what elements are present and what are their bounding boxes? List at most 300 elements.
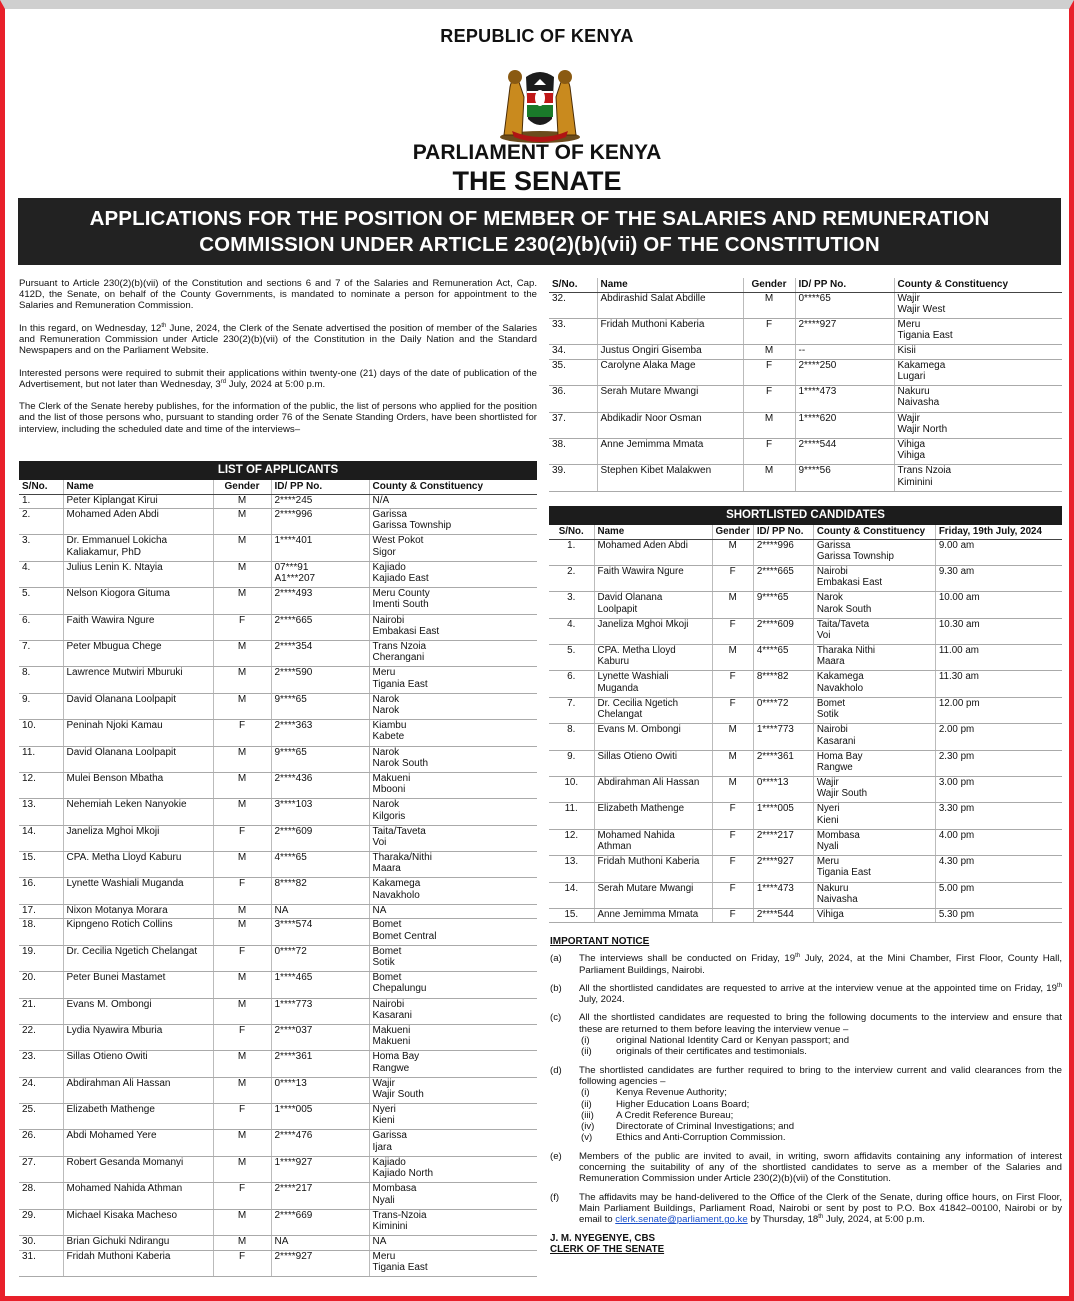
table-cell: 2****037 bbox=[271, 1024, 369, 1050]
table-cell: F bbox=[213, 1183, 271, 1209]
table-cell: 7. bbox=[549, 697, 594, 723]
table-cell: CPA. Metha Lloyd Kaburu bbox=[63, 852, 213, 878]
table-cell: Nakuru Naivasha bbox=[813, 882, 935, 908]
table-cell: Serah Mutare Mwangi bbox=[597, 386, 743, 412]
section-title: LIST OF APPLICANTS bbox=[19, 461, 537, 480]
column-header: Gender bbox=[712, 525, 753, 539]
table-cell: M bbox=[213, 561, 271, 587]
table-cell: Wajir Wajir South bbox=[813, 777, 935, 803]
list-item: (iii) A Credit Reference Bureau; bbox=[581, 1109, 734, 1121]
column-header: County & Constituency bbox=[813, 525, 935, 539]
table-cell: Narok Kilgoris bbox=[369, 799, 537, 825]
table-cell: Nairobi Kasarani bbox=[369, 998, 537, 1024]
table-cell: 10.00 am bbox=[935, 592, 1062, 618]
table-cell: 6. bbox=[549, 671, 594, 697]
table-cell: Meru Tigania East bbox=[894, 318, 1062, 344]
table-cell: F bbox=[743, 359, 795, 385]
table-cell: Evans M. Ombongi bbox=[594, 724, 712, 750]
table-cell: 5. bbox=[19, 588, 63, 614]
table-row bbox=[19, 1209, 537, 1235]
table-cell: M bbox=[213, 588, 271, 614]
table-row bbox=[549, 645, 1062, 671]
list-item: (ii) originals of their certificates and testimonials. bbox=[581, 1046, 807, 1058]
table-cell: 3. bbox=[19, 535, 63, 561]
table-cell: 0****65 bbox=[795, 292, 894, 318]
table-cell: M bbox=[213, 1130, 271, 1156]
table-cell: Mohamed Aden Abdi bbox=[63, 509, 213, 535]
table-cell: Kajiado Kajiado East bbox=[369, 561, 537, 587]
table-cell: Elizabeth Mathenge bbox=[594, 803, 712, 829]
table-cell: Taita/Taveta Voi bbox=[813, 618, 935, 644]
table-row bbox=[549, 539, 1062, 565]
column-header: Name bbox=[594, 525, 712, 539]
table-cell: 4****65 bbox=[271, 852, 369, 878]
table-cell: Narok Narok South bbox=[369, 746, 537, 772]
senate-heading: THE SENATE bbox=[452, 166, 622, 196]
intro-paragraph-2: In this regard, on Wednesday, 12th June, 2024, the Clerk of the Senate advertised the position of member of the Salaries and Remuneration Commission under Article 230(2)(b)(vii) of the Constitution in the Daily Nation and the Standard Newspapers and on the Parliament Website. bbox=[19, 322, 537, 357]
coat-of-arms-icon bbox=[490, 57, 590, 145]
table-cell: Wajir Wajir South bbox=[369, 1077, 537, 1103]
table-cell: 15. bbox=[19, 852, 63, 878]
table-cell: 1****465 bbox=[271, 972, 369, 998]
table-cell: 2****927 bbox=[753, 856, 813, 882]
table-cell: 3.30 pm bbox=[935, 803, 1062, 829]
table-cell: Vihiga bbox=[813, 908, 935, 923]
table-cell: Bomet Sotik bbox=[813, 697, 935, 723]
table-cell: 15. bbox=[549, 908, 594, 923]
notice-item-c: (c) All the shortlisted candidates are requested to bring the following documents to the interview and ensure that these are returned to them before leaving the interview venue – (i) original National Identity Card or Kenyan passport; and (ii) originals of their certificates and testimonials. bbox=[550, 1012, 1062, 1058]
title-banner bbox=[18, 198, 1061, 265]
table-cell: 2****996 bbox=[753, 539, 813, 565]
table-cell: Lynette Washiali Muganda bbox=[63, 878, 213, 904]
applicants-table bbox=[19, 480, 537, 1277]
table-row bbox=[19, 535, 537, 561]
table-cell: 25. bbox=[19, 1104, 63, 1130]
table-cell: Bomet Sotik bbox=[369, 945, 537, 971]
table-cell: M bbox=[712, 724, 753, 750]
table-cell: 2****927 bbox=[795, 318, 894, 344]
table-cell: Kakamega Navakholo bbox=[813, 671, 935, 697]
table-cell: Dr. Cecilia Ngetich Chelangat bbox=[63, 945, 213, 971]
signatory-title: CLERK OF THE SENATE bbox=[550, 1243, 665, 1255]
table-cell: Lawrence Mutwiri Mburuki bbox=[63, 667, 213, 693]
table-cell: 4. bbox=[19, 561, 63, 587]
table-cell: CPA. Metha Lloyd Kaburu bbox=[594, 645, 712, 671]
table-cell: 2****354 bbox=[271, 640, 369, 666]
table-row bbox=[19, 972, 537, 998]
table-cell: Wajir Wajir North bbox=[894, 412, 1062, 438]
table-row bbox=[19, 509, 537, 535]
table-cell: 2****544 bbox=[753, 908, 813, 923]
table-row bbox=[549, 908, 1062, 923]
table-cell: F bbox=[712, 565, 753, 591]
column-header: County & Constituency bbox=[894, 278, 1062, 292]
table-cell: 2****609 bbox=[271, 825, 369, 851]
table-cell: 18. bbox=[19, 919, 63, 945]
table-cell: Bomet Chepalungu bbox=[369, 972, 537, 998]
table-cell: 1****005 bbox=[271, 1104, 369, 1130]
table-cell: F bbox=[213, 878, 271, 904]
intro-paragraph-4: The Clerk of the Senate hereby publishes, for the information of the public, the list of persons who applied for the position and the list of those persons who, pursuant to standing order 76 of the Senate Standing Orders, have been shortlisted for interview, including the scheduled date and time of the interviews– bbox=[19, 401, 537, 435]
table-row bbox=[549, 618, 1062, 644]
table-cell: West Pokot Sigor bbox=[369, 535, 537, 561]
table-cell: 1****620 bbox=[795, 412, 894, 438]
table-cell: 38. bbox=[549, 438, 597, 464]
table-cell: F bbox=[743, 438, 795, 464]
table-cell: 14. bbox=[549, 882, 594, 908]
table-cell: M bbox=[213, 509, 271, 535]
table-cell: 9. bbox=[19, 693, 63, 719]
table-row bbox=[19, 1051, 537, 1077]
table-cell: 0****13 bbox=[753, 777, 813, 803]
list-of-applicants bbox=[19, 461, 537, 1277]
table-cell: Mombasa Nyali bbox=[813, 829, 935, 855]
table-cell: 9****65 bbox=[271, 746, 369, 772]
table-cell: F bbox=[712, 908, 753, 923]
table-row bbox=[549, 777, 1062, 803]
table-cell: 2****590 bbox=[271, 667, 369, 693]
table-cell: F bbox=[712, 856, 753, 882]
table-cell: Serah Mutare Mwangi bbox=[594, 882, 712, 908]
table-header-row bbox=[549, 525, 1062, 539]
table-cell: 16. bbox=[19, 878, 63, 904]
table-cell: M bbox=[743, 345, 795, 360]
table-cell: F bbox=[712, 618, 753, 644]
table-row bbox=[549, 750, 1062, 776]
table-cell: 2****544 bbox=[795, 438, 894, 464]
table-cell: 13. bbox=[19, 799, 63, 825]
table-cell: M bbox=[213, 904, 271, 919]
column-header: ID/ PP No. bbox=[753, 525, 813, 539]
table-cell: M bbox=[213, 998, 271, 1024]
table-cell: 2****493 bbox=[271, 588, 369, 614]
table-row bbox=[549, 592, 1062, 618]
table-cell: 2****996 bbox=[271, 509, 369, 535]
table-cell: David Olanana Loolpapit bbox=[63, 693, 213, 719]
table-cell: Nyeri Kieni bbox=[369, 1104, 537, 1130]
table-row bbox=[19, 561, 537, 587]
table-cell: Makueni Makueni bbox=[369, 1024, 537, 1050]
table-cell: 2****245 bbox=[271, 494, 369, 509]
table-cell: Narok Narok South bbox=[813, 592, 935, 618]
list-item: (iv) Directorate of Criminal Investigations; and bbox=[581, 1121, 795, 1133]
table-cell: M bbox=[213, 693, 271, 719]
table-cell: 2****665 bbox=[271, 614, 369, 640]
table-cell: 1. bbox=[19, 494, 63, 509]
table-cell: Faith Wawira Ngure bbox=[594, 565, 712, 591]
table-cell: F bbox=[712, 671, 753, 697]
table-cell: Nixon Motanya Morara bbox=[63, 904, 213, 919]
table-cell: 36. bbox=[549, 386, 597, 412]
column-header: Friday, 19th July, 2024 bbox=[935, 525, 1062, 539]
list-item: (i) Kenya Revenue Authority; bbox=[581, 1087, 727, 1099]
table-cell: M bbox=[712, 750, 753, 776]
table-row bbox=[549, 359, 1062, 385]
table-cell: 1****927 bbox=[271, 1156, 369, 1182]
table-cell: 6. bbox=[19, 614, 63, 640]
table-cell: 9****65 bbox=[753, 592, 813, 618]
table-row bbox=[19, 614, 537, 640]
table-cell: 2****363 bbox=[271, 720, 369, 746]
table-cell: Sillas Otieno Owiti bbox=[594, 750, 712, 776]
table-cell: Anne Jemimma Mmata bbox=[597, 438, 743, 464]
table-cell: F bbox=[213, 945, 271, 971]
column-header: Gender bbox=[743, 278, 795, 292]
table-cell: Peter Mbugua Chege bbox=[63, 640, 213, 666]
table-cell: NA bbox=[271, 1236, 369, 1251]
table-cell: Peter Bunei Mastamet bbox=[63, 972, 213, 998]
table-cell: 1****473 bbox=[753, 882, 813, 908]
table-cell: M bbox=[213, 746, 271, 772]
notice-item-d: (d) The shortlisted candidates are further required to bring to the interview current and valid clearances from the following agencies – (i) Kenya Revenue Authority; (ii) Higher Education Loans Board; (iii) A Credit Reference Bureau; (iv) Directorate of Criminal Investigations; and (v) Ethics and Anti-Corruption Commission. bbox=[550, 1064, 1062, 1144]
notice-title: IMPORTANT NOTICE bbox=[550, 936, 650, 947]
table-cell: M bbox=[743, 292, 795, 318]
table-cell: Justus Ongiri Gisemba bbox=[597, 345, 743, 360]
table-cell: Abdirahman Ali Hassan bbox=[63, 1077, 213, 1103]
table-row bbox=[549, 438, 1062, 464]
table-cell: Nyeri Kieni bbox=[813, 803, 935, 829]
table-row bbox=[19, 1183, 537, 1209]
table-cell: 11.30 am bbox=[935, 671, 1062, 697]
republic-heading: REPUBLIC OF KENYA bbox=[440, 26, 634, 46]
table-header-row bbox=[549, 278, 1062, 292]
table-cell: F bbox=[712, 803, 753, 829]
table-cell: 10. bbox=[19, 720, 63, 746]
parliament-heading: PARLIAMENT OF KENYA bbox=[412, 141, 662, 164]
table-row bbox=[19, 852, 537, 878]
table-row bbox=[19, 825, 537, 851]
table-cell: 0****13 bbox=[271, 1077, 369, 1103]
table-cell: David Olanana Loolpapit bbox=[63, 746, 213, 772]
table-cell: Dr. Emmanuel Lokicha Kaliakamur, PhD bbox=[63, 535, 213, 561]
table-cell: 9****56 bbox=[795, 465, 894, 491]
table-cell: 2****665 bbox=[753, 565, 813, 591]
table-cell: 2. bbox=[19, 509, 63, 535]
table-cell: Kakamega Lugari bbox=[894, 359, 1062, 385]
table-cell: Peninah Njoki Kamau bbox=[63, 720, 213, 746]
table-cell: Mohamed Nahida Athman bbox=[63, 1183, 213, 1209]
table-cell: M bbox=[213, 1236, 271, 1251]
table-cell: 1****773 bbox=[753, 724, 813, 750]
table-cell: Trans Nzoia Cherangani bbox=[369, 640, 537, 666]
table-cell: Abdirashid Salat Abdille bbox=[597, 292, 743, 318]
table-row bbox=[19, 919, 537, 945]
table-row bbox=[19, 494, 537, 509]
table-cell: M bbox=[213, 1156, 271, 1182]
table-cell: 1****773 bbox=[271, 998, 369, 1024]
table-cell: M bbox=[743, 412, 795, 438]
advert-page bbox=[5, 9, 1069, 1296]
table-cell: NA bbox=[369, 904, 537, 919]
table-cell: 24. bbox=[19, 1077, 63, 1103]
list-item: (i) original National Identity Card or Kenyan passport; and bbox=[581, 1035, 850, 1047]
table-cell: 3.00 pm bbox=[935, 777, 1062, 803]
table-cell: Garissa Garissa Township bbox=[369, 509, 537, 535]
table-cell: 2****669 bbox=[271, 1209, 369, 1235]
table-cell: 1****005 bbox=[753, 803, 813, 829]
intro-paragraph-3: Interested persons were required to submit their applications within twenty-one (21) days of the date of publication of the Advertisement, but not later than Wednesday, 3rd July, 2024 at 5:00 p.m. bbox=[19, 367, 537, 390]
list-item: (ii) Higher Education Loans Board; bbox=[581, 1098, 750, 1110]
table-row bbox=[19, 878, 537, 904]
table-cell: 32. bbox=[549, 292, 597, 318]
table-cell: 13. bbox=[549, 856, 594, 882]
table-cell: Fridah Muthoni Kaberia bbox=[594, 856, 712, 882]
table-row bbox=[549, 697, 1062, 723]
table-cell: 3. bbox=[549, 592, 594, 618]
table-cell: 5.30 pm bbox=[935, 908, 1062, 923]
table-cell: Abdi Mohamed Yere bbox=[63, 1130, 213, 1156]
list-item: (v) Ethics and Anti-Corruption Commission. bbox=[581, 1132, 786, 1144]
table-cell: Tharaka/Nithi Maara bbox=[369, 852, 537, 878]
table-row bbox=[549, 412, 1062, 438]
column-header: ID/ PP No. bbox=[795, 278, 894, 292]
table-row bbox=[549, 803, 1062, 829]
table-cell: 0****72 bbox=[753, 697, 813, 723]
table-cell: M bbox=[712, 645, 753, 671]
table-cell: 8. bbox=[549, 724, 594, 750]
table-cell: M bbox=[213, 972, 271, 998]
table-cell: 2****927 bbox=[271, 1250, 369, 1276]
table-cell: F bbox=[213, 1024, 271, 1050]
table-row bbox=[549, 292, 1062, 318]
table-row bbox=[19, 1236, 537, 1251]
column-header: S/No. bbox=[549, 278, 597, 292]
table-cell: Fridah Muthoni Kaberia bbox=[597, 318, 743, 344]
table-cell: 2****436 bbox=[271, 772, 369, 798]
table-cell: M bbox=[213, 494, 271, 509]
table-cell: 07***91 A1***207 bbox=[271, 561, 369, 587]
column-header: Name bbox=[63, 480, 213, 494]
notice-item-f: (f) The affidavits may be hand-delivered to the Office of the Clerk of the Senate, during office hours, on First Floor, Main Parliament Buildings, Parliament Road, Nairobi or sent by post to P.O. Box 41842–00100, Nairobi or by email to clerk.senate@parliament.go.ke by Thursday, 18th July, 2024, at 5:00 p.m. bbox=[550, 1191, 1062, 1226]
table-cell: Kakamega Navakholo bbox=[369, 878, 537, 904]
table-cell: F bbox=[712, 829, 753, 855]
applicants-table-continued bbox=[549, 278, 1062, 492]
table-cell: M bbox=[213, 667, 271, 693]
table-cell: 9. bbox=[549, 750, 594, 776]
table-cell: M bbox=[213, 1077, 271, 1103]
table-cell: Elizabeth Mathenge bbox=[63, 1104, 213, 1130]
table-cell: NA bbox=[369, 1236, 537, 1251]
table-row bbox=[19, 904, 537, 919]
table-cell: 30. bbox=[19, 1236, 63, 1251]
table-cell: Mulei Benson Mbatha bbox=[63, 772, 213, 798]
table-cell: M bbox=[712, 539, 753, 565]
table-cell: Makueni Mbooni bbox=[369, 772, 537, 798]
table-cell: 12. bbox=[549, 829, 594, 855]
table-cell: 35. bbox=[549, 359, 597, 385]
table-cell: Trans-Nzoia Kiminini bbox=[369, 1209, 537, 1235]
table-cell: Janeliza Mghoi Mkoji bbox=[63, 825, 213, 851]
table-row bbox=[19, 667, 537, 693]
table-cell: Faith Wawira Ngure bbox=[63, 614, 213, 640]
table-cell: Bomet Bomet Central bbox=[369, 919, 537, 945]
table-cell: Garissa Garissa Township bbox=[813, 539, 935, 565]
table-cell: M bbox=[213, 535, 271, 561]
table-cell: 8. bbox=[19, 667, 63, 693]
column-header: Name bbox=[597, 278, 743, 292]
table-cell: 4****65 bbox=[753, 645, 813, 671]
column-header: S/No. bbox=[19, 480, 63, 494]
table-row bbox=[19, 1077, 537, 1103]
table-row bbox=[19, 588, 537, 614]
table-row bbox=[549, 318, 1062, 344]
table-cell: 2****250 bbox=[795, 359, 894, 385]
table-cell: F bbox=[743, 386, 795, 412]
table-cell: Meru Tigania East bbox=[813, 856, 935, 882]
table-cell: 3****574 bbox=[271, 919, 369, 945]
table-cell: 17. bbox=[19, 904, 63, 919]
table-row bbox=[549, 882, 1062, 908]
table-cell: 3****103 bbox=[271, 799, 369, 825]
table-cell: M bbox=[213, 1051, 271, 1077]
table-cell: 11. bbox=[549, 803, 594, 829]
table-row bbox=[19, 746, 537, 772]
table-row bbox=[549, 724, 1062, 750]
table-cell: 2****476 bbox=[271, 1130, 369, 1156]
table-cell: Kiambu Kabete bbox=[369, 720, 537, 746]
intro-text bbox=[19, 278, 537, 446]
table-cell: Homa Bay Rangwe bbox=[813, 750, 935, 776]
table-cell: M bbox=[213, 919, 271, 945]
table-cell: F bbox=[213, 1250, 271, 1276]
notice-item-e: (e) Members of the public are invited to avail, in writing, sworn affidavits containing any information of interest concerning the suitability of any of the shortlisted candidates to serve as a member of the Salaries and Remuneration Commission under Article 230(2)(b)(vii) of the Constitution. bbox=[550, 1150, 1062, 1185]
table-cell: Meru Tigania East bbox=[369, 1250, 537, 1276]
table-cell: Vihiga Vihiga bbox=[894, 438, 1062, 464]
table-row bbox=[549, 671, 1062, 697]
table-cell: M bbox=[213, 852, 271, 878]
table-cell: M bbox=[712, 777, 753, 803]
table-cell: Mohamed Aden Abdi bbox=[594, 539, 712, 565]
table-cell: 33. bbox=[549, 318, 597, 344]
clerk-email-link[interactable]: clerk.senate@parliament.go.ke bbox=[615, 1214, 748, 1226]
banner-line-2: COMMISSION UNDER ARTICLE 230(2)(b)(vii) OF THE CONSTITUTION bbox=[199, 233, 880, 256]
table-row bbox=[549, 829, 1062, 855]
table-row bbox=[19, 1024, 537, 1050]
table-cell: Nairobi Embakasi East bbox=[369, 614, 537, 640]
table-cell: Garissa Ijara bbox=[369, 1130, 537, 1156]
table-cell: F bbox=[213, 720, 271, 746]
column-header: S/No. bbox=[549, 525, 594, 539]
table-cell: Trans Nzoia Kiminini bbox=[894, 465, 1062, 491]
table-cell: 37. bbox=[549, 412, 597, 438]
table-cell: Meru County Imenti South bbox=[369, 588, 537, 614]
table-row bbox=[19, 720, 537, 746]
table-cell: 2****361 bbox=[753, 750, 813, 776]
table-cell: 20. bbox=[19, 972, 63, 998]
table-cell: -- bbox=[795, 345, 894, 360]
table-cell: 27. bbox=[19, 1156, 63, 1182]
table-cell: M bbox=[213, 1209, 271, 1235]
table-cell: 12.00 pm bbox=[935, 697, 1062, 723]
table-cell: Wajir Wajir West bbox=[894, 292, 1062, 318]
table-cell: 9.30 am bbox=[935, 565, 1062, 591]
notice-item-a: (a) The interviews shall be conducted on Friday, 19th July, 2024, at the Mini Chamber, First Floor, County Hall, Parliament Buildings, Nairobi. bbox=[550, 953, 1062, 976]
table-cell: F bbox=[743, 318, 795, 344]
table-cell: 10.30 am bbox=[935, 618, 1062, 644]
table-cell: 23. bbox=[19, 1051, 63, 1077]
table-cell: Lynette Washiali Muganda bbox=[594, 671, 712, 697]
table-row bbox=[19, 1130, 537, 1156]
table-row bbox=[549, 565, 1062, 591]
table-cell: 7. bbox=[19, 640, 63, 666]
list-of-applicants-continued bbox=[549, 278, 1062, 492]
table-cell: Sillas Otieno Owiti bbox=[63, 1051, 213, 1077]
table-cell: 11. bbox=[19, 746, 63, 772]
table-cell: Evans M. Ombongi bbox=[63, 998, 213, 1024]
table-cell: Kisii bbox=[894, 345, 1062, 360]
table-cell: 0****72 bbox=[271, 945, 369, 971]
table-cell: Nakuru Naivasha bbox=[894, 386, 1062, 412]
